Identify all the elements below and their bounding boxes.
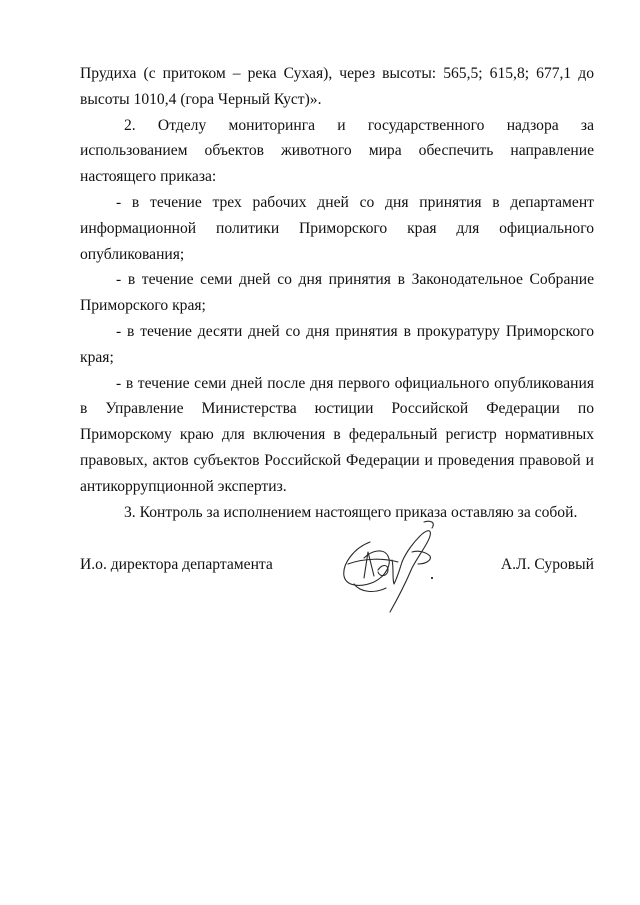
- paragraph-continuation: Прудиха (с притоком – река Сухая), через высоты: 565,5; 615,8; 677,1 до высоты 1010,4 (гора Черный Куст)».: [80, 65, 594, 108]
- paragraph-dash-2: - в течение семи дней со дня принятия в Законодательное Собрание Приморского края;: [80, 271, 594, 315]
- signatory-name: А.Л. Суровый: [500, 556, 594, 573]
- document-body: [80, 61, 594, 525]
- paragraph-item-2: 2. Отделу мониторинга и государственного надзора за использованием объектов животного мира обеспечить направление настоящего приказа:: [80, 116, 594, 186]
- paragraph-dash-3: - в течение десяти дней со дня принятия в прокуратуру Приморского края;: [80, 322, 594, 366]
- signatory-title: И.о. директора департамента: [80, 556, 273, 573]
- handwritten-signature-icon: [334, 512, 444, 627]
- paragraph-dash-1: - в течение трех рабочих дней со дня принятия в департамент информационной политики Приморского края для официального опубликования;: [80, 193, 594, 263]
- paragraph-dash-4: - в течение семи дней после дня первого официального опубликования в Управление Министерства юстиции Российской Федерации по Приморскому краю для включения в федеральный регистр нормативных правовых, актов субъектов Российской Федерации и проведения правовой и антикоррупционной экспертиз.: [80, 374, 594, 495]
- paragraph-item-3: 3. Контроль за исполнением настоящего приказа оставляю за собой.: [124, 503, 578, 521]
